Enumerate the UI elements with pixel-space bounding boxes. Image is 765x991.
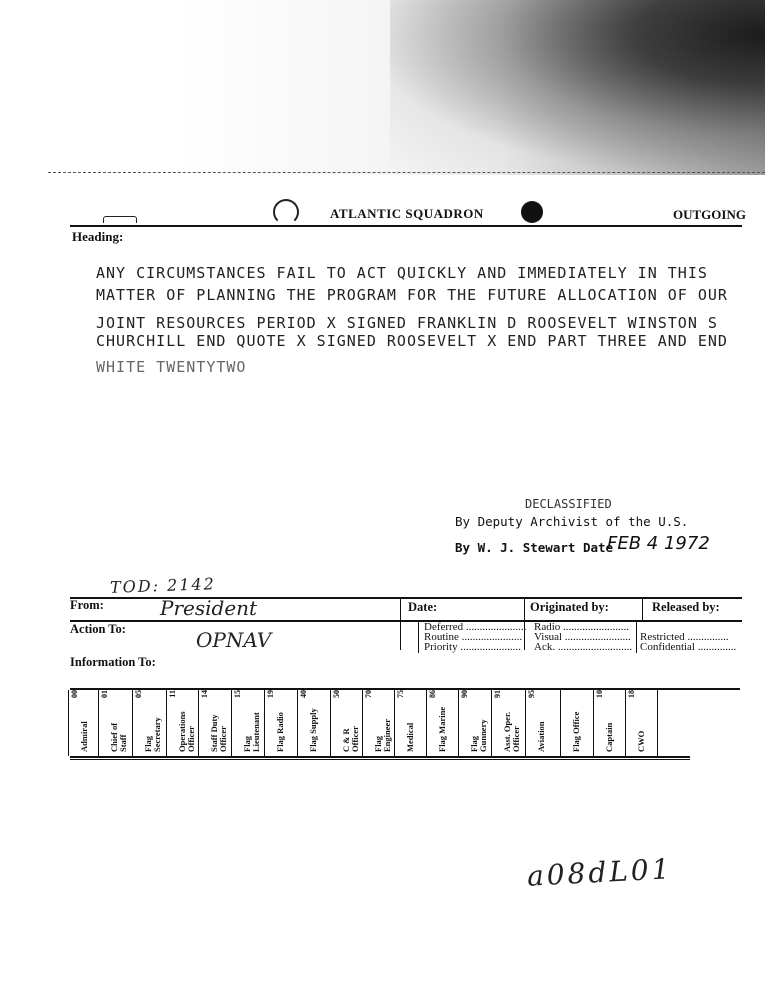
scan-smudge [390,0,765,175]
header-rule [70,225,742,227]
from-label: From: [70,598,104,612]
information-to-label: Information To: [70,655,156,669]
classification-list [640,632,736,652]
routing-column-divider [264,690,265,756]
date-label: Date [582,540,614,555]
routing-label[interactable]: Flag Radio [275,712,285,752]
form-divider [636,621,637,653]
routing-label[interactable]: C & R Officer [341,726,360,752]
routing-label[interactable]: Medical [405,722,415,752]
routing-code: 95 [527,690,536,698]
handwritten-tod: TOD: 2142 [109,574,217,597]
routing-code: 40 [299,690,308,698]
precedence-deferred: Deferred ...................... [424,621,527,633]
squadron-title: ATLANTIC SQUADRON [330,206,484,221]
form-divider [418,621,419,653]
signer-line [455,540,613,555]
message-line: MATTER OF PLANNING THE PROGRAM FOR THE FUTURE ALLOCATION OF OUR [96,286,728,304]
routing-label[interactable]: Flag Supply [308,708,318,752]
method-list [534,622,632,652]
routing-code: 15 [233,690,242,698]
method-ack: Ack. ........................... [534,641,633,653]
routing-column-divider [330,690,331,756]
method-visual: Visual ........................ [534,631,631,643]
routing-label[interactable]: Asst. Oper. Officer [502,711,521,752]
routing-column-divider [231,690,232,756]
action-to-label: Action To: [70,622,126,636]
form-rule [70,620,742,622]
routing-column-divider [593,690,594,756]
routing-label[interactable]: Admiral [79,721,89,752]
archivist-line: By Deputy Archivist of the U.S. [455,514,689,529]
routing-label[interactable]: Captain [604,722,614,752]
signer-name: By W. J. Stewart [455,540,576,555]
routing-code: 19 [266,690,275,698]
routing-column-divider [525,690,526,756]
routing-column-divider [132,690,133,756]
routing-column-divider [297,690,298,756]
routing-column-divider [394,690,395,756]
message-line: ANY CIRCUMSTANCES FAIL TO ACT QUICKLY AND IMMEDIATELY IN THIS [96,264,708,282]
direction-label: OUTGOING [673,207,746,222]
handwritten-action: OPNAV [196,628,272,652]
routing-label[interactable]: CWO [636,730,646,752]
precedence-list [424,622,526,652]
originated-by-label: Originated by: [530,600,609,614]
routing-label[interactable]: Aviation [536,721,546,752]
routing-code: 14 [200,690,209,698]
message-line: CHURCHILL END QUOTE X SIGNED ROOSEVELT X END PART THREE AND END [96,332,728,350]
punch-hole-filled-icon [521,201,543,223]
routing-label[interactable]: Staff Duty Officer [209,714,228,752]
tear-line [48,172,765,173]
declassified-stamp: DECLASSIFIED [525,497,612,511]
routing-label[interactable]: Flag Marine [437,706,447,752]
routing-code: 01 [100,690,109,698]
message-line: WHITE TWENTYTWO [96,358,247,376]
routing-code: 86 [428,690,437,698]
routing-code: 75 [396,690,405,698]
routing-label[interactable]: Flag Lieutenant [242,712,261,752]
routing-column-divider [98,690,99,756]
class-confidential: Confidential .............. [640,641,737,653]
routing-label[interactable]: Flag Gunnery [469,719,488,752]
punch-hole-icon [273,199,299,225]
routing-grid-bottom [70,759,690,760]
handwritten-from: President [160,596,258,620]
routing-code: 50 [332,690,341,698]
declass-date: FEB 4 1972 [607,533,710,554]
routing-column-divider [491,690,492,756]
heading-label: Heading: [72,229,124,244]
routing-column-divider [198,690,199,756]
routing-code: 11 [168,690,177,698]
routing-code: 91 [493,690,502,698]
scan-mark [103,216,137,223]
routing-code: 70 [364,690,373,698]
routing-column-divider [426,690,427,756]
precedence-priority: Priority ...................... [424,641,521,653]
message-line: JOINT RESOURCES PERIOD X SIGNED FRANKLIN D ROOSEVELT WINSTON S [96,314,718,332]
routing-column-divider [68,690,69,756]
routing-column-divider [657,690,658,756]
routing-label[interactable]: Chief of Staff [109,722,128,752]
released-by-label: Released by: [652,600,720,614]
form-divider [642,597,643,621]
routing-code: 05 [134,690,143,698]
date-field-label: Date: [408,600,438,614]
class-restricted: Restricted ............... [640,631,729,643]
routing-grid-bottom [70,756,690,758]
routing-column-divider [458,690,459,756]
routing-label[interactable]: Flag Office [571,711,581,752]
routing-code: 10 [595,690,604,698]
routing-column-divider [166,690,167,756]
routing-code: 00 [70,690,79,698]
routing-column-divider [560,690,561,756]
form-divider [400,597,401,650]
routing-label[interactable]: Operations Officer [177,711,196,752]
routing-code: 18 [627,690,636,698]
routing-column-divider [362,690,363,756]
routing-label[interactable]: Flag Engineer [373,718,392,752]
method-radio: Radio ........................ [534,621,630,633]
routing-label[interactable]: Flag Secretary [143,717,162,752]
precedence-routine: Routine ...................... [424,631,523,643]
routing-code: 90 [460,690,469,698]
routing-column-divider [625,690,626,756]
handwritten-code: a08dL01 [526,852,674,893]
